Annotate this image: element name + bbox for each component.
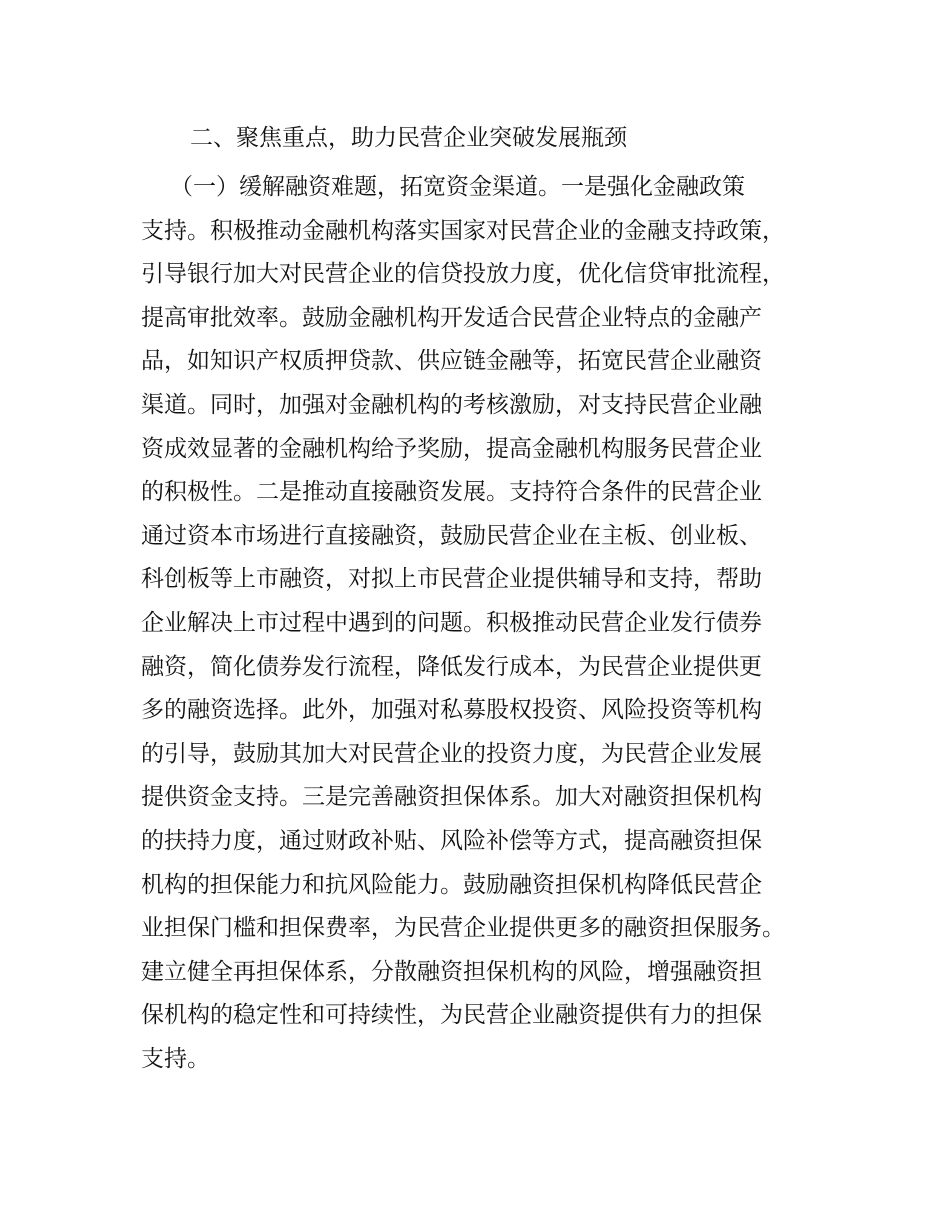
paragraph-line: 保机构的稳定性和可持续性，为民营企业融资提供有力的担保: [141, 1002, 762, 1029]
paragraph-line: 支持。: [141, 1045, 210, 1072]
paragraph-line: 通过资本市场进行直接融资，鼓励民营企业在主板、创业板、: [141, 522, 762, 549]
paragraph-line: 提高审批效率。鼓励金融机构开发适合民营企业特点的金融产: [141, 304, 762, 331]
paragraph-line: 业担保门槛和担保费率，为民营企业提供更多的融资担保服务。: [141, 915, 785, 942]
paragraph-line: 提供资金支持。三是完善融资担保体系。加大对融资担保机构: [141, 784, 762, 811]
paragraph-line: 机构的担保能力和抗风险能力。鼓励融资担保机构降低民营企: [141, 871, 762, 898]
paragraph-line: 的扶持力度，通过财政补贴、风险补偿等方式，提高融资担保: [141, 827, 762, 854]
paragraph-line: 支持。积极推动金融机构落实国家对民营企业的金融支持政策，: [141, 217, 785, 244]
paragraph-line: 渠道。同时，加强对金融机构的考核激励，对支持民营企业融: [141, 391, 762, 418]
paragraph-line: 的积极性。二是推动直接融资发展。支持符合条件的民营企业: [141, 479, 762, 506]
paragraph-line: 建立健全再担保体系，分散融资担保机构的风险，增强融资担: [141, 958, 762, 985]
body-paragraph: [141, 166, 841, 1081]
section-heading: 二、聚焦重点，助力民营企业突破发展瓶颈: [190, 125, 627, 151]
paragraph-line: 融资，简化债券发行流程，降低发行成本，为民营企业提供更: [141, 653, 762, 680]
paragraph-line: 的引导，鼓励其加大对民营企业的投资力度，为民营企业发展: [141, 740, 762, 767]
paragraph-line: （一）缓解融资难题，拓宽资金渠道。一是强化金融政策: [170, 174, 745, 200]
paragraph-line: 引导银行加大对民营企业的信贷投放力度，优化信贷审批流程，: [141, 261, 785, 288]
paragraph-line: 资成效显著的金融机构给予奖励，提高金融机构服务民营企业: [141, 435, 762, 462]
paragraph-line: 品，如知识产权质押贷款、供应链金融等，拓宽民营企业融资: [141, 348, 762, 375]
paragraph-line: 企业解决上市过程中遇到的问题。积极推动民营企业发行债券: [141, 609, 762, 636]
paragraph-line: 科创板等上市融资，对拟上市民营企业提供辅导和支持，帮助: [141, 566, 762, 593]
paragraph-line: 多的融资选择。此外，加强对私募股权投资、风险投资等机构: [141, 697, 762, 724]
